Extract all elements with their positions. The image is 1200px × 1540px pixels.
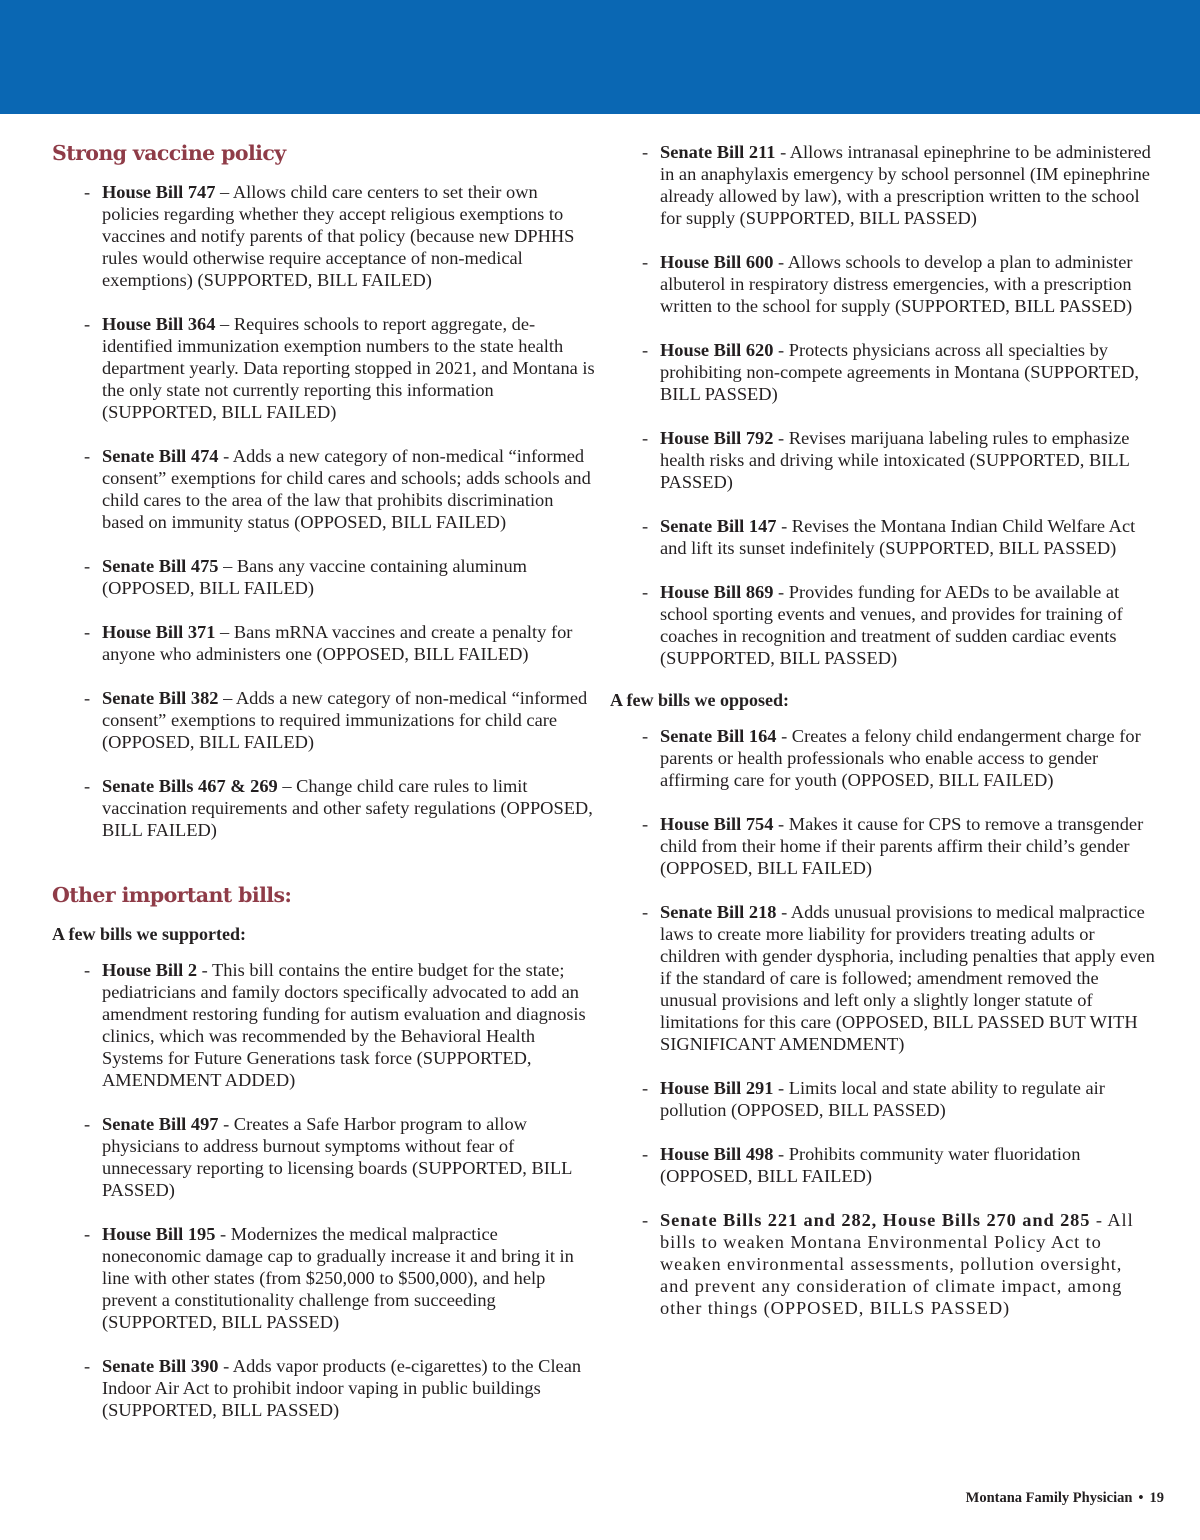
bill-description: - Protects physicians across all specialties by prohibiting non-compete agreements in Montana (SUPPORTED, BILL PASSED)	[660, 340, 1140, 404]
bill-description: – Bans any vaccine containing aluminum (OPPOSED, BILL FAILED)	[102, 556, 527, 598]
bill-description: - Provides funding for AEDs to be available at school sporting events and venues, and provides for training of coaches in recognition and treatment of sudden cardiac events (SUPPORTED, BILL PASSED)	[660, 582, 1123, 668]
bill-description: - Modernizes the medical malpractice noneconomic damage cap to gradually increase it and bring it in line with other states (from $250,000 to $500,000), and help prevent a constitutionality challenge from succeeding (SUPPORTED, BILL PASSED)	[102, 1224, 574, 1332]
bill-name: House Bill 371	[102, 622, 216, 642]
bill-description: - Adds unusual provisions to medical malpractice laws to create more liability for providers treating adults or children with gender dysphoria, including penalties that apply even if the standard of care is followed; amendment removed the unusual provisions and left only a slightly longer statute of limitations for this care (OPPOSED, BILL PASSED BUT WITH SIGNIFICANT AMENDMENT)	[660, 902, 1155, 1054]
opposed-bill-list	[610, 725, 1155, 1319]
list-item: - House Bill 792 - Revises marijuana labeling rules to emphasize health risks and driving while intoxicated (SUPPORTED, BILL PASSED)	[642, 428, 1130, 492]
bill-name: House Bill 364	[102, 314, 216, 334]
bill-description: – Bans mRNA vaccines and create a penalty for anyone who administers one (OPPOSED, BILL FAILED)	[102, 622, 573, 664]
list-item: - Senate Bill 497 - Creates a Safe Harbor program to allow physicians to address burnout symptoms without fear of unnecessary reporting to licensing boards (SUPPORTED, BILL PASSED)	[84, 1114, 572, 1200]
bill-name: House Bill 792	[660, 428, 774, 448]
page-number: 19	[1149, 1490, 1164, 1506]
bill-name: House Bill 747	[102, 182, 216, 202]
right-column	[610, 141, 1155, 1341]
bill-name: House Bill 291	[660, 1078, 774, 1098]
list-item: - Senate Bills 221 and 282, House Bills 270 and 285 - All bills to weaken Montana Environmental Policy Act to weaken environmental assessments, pollution oversight, and prevent any consideration of climate impact, among other things (OPPOSED, BILLS PASSED)	[642, 1210, 1134, 1318]
list-item: - House Bill 600 - Allows schools to develop a plan to administer albuterol in respiratory distress emergencies, with a prescription written to the school for supply (SUPPORTED, BILL PASSED)	[642, 252, 1133, 316]
list-item: - Senate Bill 164 - Creates a felony child endangerment charge for parents or health professionals who enable access to gender affirming care for youth (OPPOSED, BILL FAILED)	[642, 726, 1141, 790]
bill-name: House Bill 195	[102, 1224, 216, 1244]
bill-name: House Bill 2	[102, 960, 198, 980]
bill-description: - Adds a new category of non-medical “informed consent” exemptions for child cares and schools; adds schools and child cares to the area of the law that prohibits discrimination based on immunity status (OPPOSED, BILL FAILED)	[102, 446, 591, 532]
bill-name: Senate Bill 147	[660, 516, 777, 536]
list-item: - House Bill 620 - Protects physicians across all specialties by prohibiting non-compete agreements in Montana (SUPPORTED, BILL PASSED)	[642, 340, 1140, 404]
bill-description: - This bill contains the entire budget for the state; pediatricians and family doctors specifically advocated to add an amendment restoring funding for autism evaluation and diagnosis clinics, which was recommended by the Behavioral Health Systems for Future Generations task force (SUPPORTED, AMENDMENT ADDED)	[102, 960, 586, 1090]
bill-name: Senate Bills 467 & 269	[102, 776, 278, 796]
bill-name: Senate Bill 382	[102, 688, 219, 708]
bill-name: Senate Bill 218	[660, 902, 777, 922]
list-item: - Senate Bill 390 - Adds vapor products (e-cigarettes) to the Clean Indoor Air Act to prohibit indoor vaping in public buildings (SUPPORTED, BILL PASSED)	[84, 1356, 582, 1420]
bill-description: - Prohibits community water fluoridation (OPPOSED, BILL FAILED)	[660, 1144, 1081, 1186]
bill-description: - Revises the Montana Indian Child Welfare Act and lift its sunset indefinitely (SUPPORTED, BILL PASSED)	[660, 516, 1136, 558]
top-banner	[0, 0, 1200, 114]
bill-name: House Bill 869	[660, 582, 774, 602]
bill-name: Senate Bill 164	[660, 726, 777, 746]
list-item: - Senate Bill 211 - Allows intranasal epinephrine to be administered in an anaphylaxis emergency by school personnel (IM epinephrine already allowed by law), with a prescription written to the school for supply (SUPPORTED, BILL PASSED)	[642, 142, 1151, 228]
subheading-supported: A few bills we supported:	[52, 924, 247, 944]
list-item: - Senate Bill 474 - Adds a new category of non-medical “informed consent” exemptions for child cares and schools; adds schools and child cares to the area of the law that prohibits discrimination based on immunity status (OPPOSED, BILL FAILED)	[84, 446, 591, 532]
bill-name: Senate Bills 221 and 282, House Bills 270 and 285	[660, 1210, 1091, 1230]
bill-description: - All bills to weaken Montana Environmental Policy Act to weaken environmental assessments, pollution oversight, and prevent any consideration of climate impact, among other things (OPPOSED, BILLS PASSED)	[660, 1210, 1134, 1318]
bill-description: – Allows child care centers to set their own policies regarding whether they accept religious exemptions to vaccines and notify parents of that policy (because new DPHHS rules would otherwise require acceptance of non-medical exemptions) (SUPPORTED, BILL FAILED)	[102, 182, 575, 290]
bill-description: - Allows intranasal epinephrine to be administered in an anaphylaxis emergency by school personnel (IM epinephrine already allowed by law), with a prescription written to the school for supply (SUPPORTED, BILL PASSED)	[660, 142, 1151, 228]
list-item: - House Bill 2 - This bill contains the entire budget for the state; pediatricians and family doctors specifically advocated to add an amendment restoring funding for autism evaluation and diagnosis clinics, which was recommended by the Behavioral Health Systems for Future Generations task force (SUPPORTED, AMENDMENT ADDED)	[84, 960, 586, 1090]
list-item: - Senate Bill 382 – Adds a new category of non-medical “informed consent” exemptions to required immunizations for child care (OPPOSED, BILL FAILED)	[84, 688, 588, 752]
list-item: - House Bill 498 - Prohibits community water fluoridation (OPPOSED, BILL FAILED)	[642, 1144, 1081, 1186]
page-footer	[966, 1490, 1164, 1507]
list-item: - Senate Bill 475 – Bans any vaccine containing aluminum (OPPOSED, BILL FAILED)	[84, 556, 527, 598]
bill-description: - Limits local and state ability to regulate air pollution (OPPOSED, BILL PASSED)	[660, 1078, 1105, 1120]
list-item: - House Bill 364 – Requires schools to report aggregate, de-identified immunization exemption numbers to the state health department yearly. Data reporting stopped in 2021, and Montana is the only state not currently reporting this information (SUPPORTED, BILL FAILED)	[84, 314, 595, 422]
bill-description: – Change child care rules to limit vaccination requirements and other safety regulations (OPPOSED, BILL FAILED)	[102, 776, 593, 840]
list-item: - House Bill 371 – Bans mRNA vaccines and create a penalty for anyone who administers one (OPPOSED, BILL FAILED)	[84, 622, 573, 664]
bill-name: Senate Bill 497	[102, 1114, 219, 1134]
bill-description: - Revises marijuana labeling rules to emphasize health risks and driving while intoxicated (SUPPORTED, BILL PASSED)	[660, 428, 1130, 492]
bill-description: - Creates a Safe Harbor program to allow physicians to address burnout symptoms without fear of unnecessary reporting to licensing boards (SUPPORTED, BILL PASSED)	[102, 1114, 572, 1200]
vaccine-bill-list	[52, 181, 597, 841]
bill-name: Senate Bill 474	[102, 446, 219, 466]
list-item: - Senate Bills 467 & 269 – Change child care rules to limit vaccination requirements and other safety regulations (OPPOSED, BILL FAILED)	[84, 776, 593, 840]
bill-name: Senate Bill 390	[102, 1356, 219, 1376]
supported-bill-list-continued	[610, 141, 1155, 669]
bill-description: – Requires schools to report aggregate, de-identified immunization exemption numbers to the state health department yearly. Data reporting stopped in 2021, and Montana is the only state not currently reporting this information (SUPPORTED, BILL FAILED)	[102, 314, 595, 422]
bill-name: House Bill 498	[660, 1144, 774, 1164]
publication-name: Montana Family Physician	[965, 1490, 1133, 1506]
bill-description: - Makes it cause for CPS to remove a transgender child from their home if their parents affirm their child’s gender (OPPOSED, BILL FAILED)	[660, 814, 1144, 878]
list-item: - House Bill 291 - Limits local and state ability to regulate air pollution (OPPOSED, BILL PASSED)	[642, 1078, 1105, 1120]
supported-bill-list	[52, 959, 597, 1421]
bill-name: Senate Bill 211	[660, 142, 776, 162]
bill-name: Senate Bill 475	[102, 556, 219, 576]
bill-description: - Adds vapor products (e-cigarettes) to the Clean Indoor Air Act to prohibit indoor vaping in public buildings (SUPPORTED, BILL PASSED)	[102, 1356, 582, 1420]
subheading-opposed: A few bills we opposed:	[610, 690, 790, 710]
section-heading-vaccine-policy: Strong vaccine policy	[52, 141, 286, 165]
bill-description: – Adds a new category of non-medical “informed consent” exemptions to required immunizations for child care (OPPOSED, BILL FAILED)	[102, 688, 588, 752]
list-item: - Senate Bill 147 - Revises the Montana Indian Child Welfare Act and lift its sunset indefinitely (SUPPORTED, BILL PASSED)	[642, 516, 1136, 558]
left-column	[52, 141, 597, 1443]
list-item: - House Bill 754 - Makes it cause for CPS to remove a transgender child from their home if their parents affirm their child’s gender (OPPOSED, BILL FAILED)	[642, 814, 1144, 878]
section-heading-other-bills: Other important bills:	[52, 883, 292, 907]
list-item: - House Bill 747 – Allows child care centers to set their own policies regarding whether they accept religious exemptions to vaccines and notify parents of that policy (because new DPHHS rules would otherwise require acceptance of non-medical exemptions) (SUPPORTED, BILL FAILED)	[84, 182, 575, 290]
list-item: - House Bill 195 - Modernizes the medical malpractice noneconomic damage cap to gradually increase it and bring it in line with other states (from $250,000 to $500,000), and help prevent a constitutionality challenge from succeeding (SUPPORTED, BILL PASSED)	[84, 1224, 574, 1332]
bill-name: House Bill 754	[660, 814, 774, 834]
bill-description: - Allows schools to develop a plan to administer albuterol in respiratory distress emergencies, with a prescription written to the school for supply (SUPPORTED, BILL PASSED)	[660, 252, 1133, 316]
bill-name: House Bill 620	[660, 340, 774, 360]
bill-name: House Bill 600	[660, 252, 774, 272]
list-item: - House Bill 869 - Provides funding for AEDs to be available at school sporting events and venues, and provides for training of coaches in recognition and treatment of sudden cardiac events (SUPPORTED, BILL PASSED)	[642, 582, 1123, 668]
bill-description: - Creates a felony child endangerment charge for parents or health professionals who enable access to gender affirming care for youth (OPPOSED, BILL FAILED)	[660, 726, 1141, 790]
separator-bullet: •	[1138, 1490, 1144, 1506]
list-item: - Senate Bill 218 - Adds unusual provisions to medical malpractice laws to create more liability for providers treating adults or children with gender dysphoria, including penalties that apply even if the standard of care is followed; amendment removed the unusual provisions and left only a slightly longer statute of limitations for this care (OPPOSED, BILL PASSED BUT WITH SIGNIFICANT AMENDMENT)	[642, 902, 1155, 1054]
